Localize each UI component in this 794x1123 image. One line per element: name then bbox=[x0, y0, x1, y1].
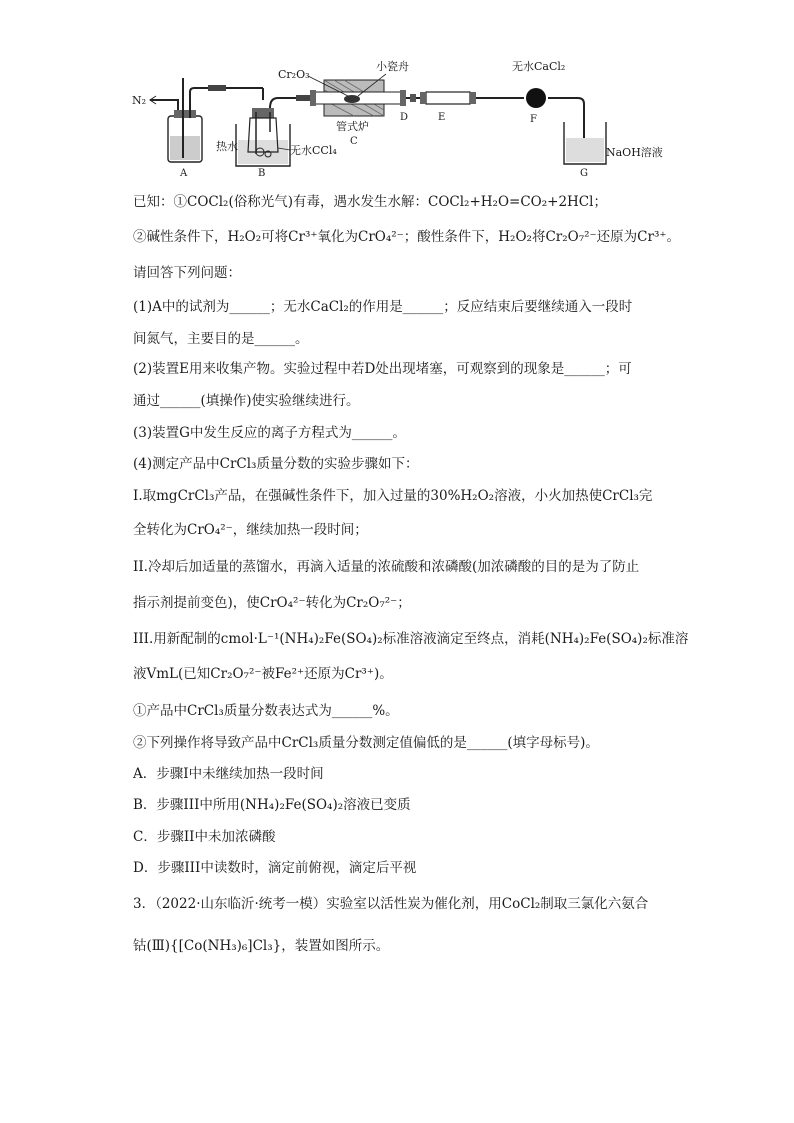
label-g: G bbox=[580, 168, 588, 179]
q3-heading-line2: 钴(Ⅲ){[Co(NH₃)₆]Cl₃}，装置如图所示。 bbox=[133, 938, 390, 954]
q3-heading-line1: 3．（2022·山东临沂·统考一模）实验室以活性炭为催化剂，用CoCl₂制取三氯化六氨合 bbox=[133, 896, 649, 912]
known-1: 已知：①COCl₂(俗称光气)有毒，遇水发生水解：COCl₂+H₂O=CO₂+2HCl； bbox=[133, 194, 607, 210]
step3-line2: 液VmL(已知Cr₂O₇²⁻被Fe²⁺还原为Cr³⁺)。 bbox=[133, 666, 393, 682]
cr2o3-label: Cr₂O₃ bbox=[278, 68, 310, 81]
apparatus-diagram bbox=[128, 52, 676, 180]
q2-line2: 通过______(填操作)使实验继续进行。 bbox=[133, 393, 360, 409]
known-2: ②碱性条件下，H₂O₂可将Cr³⁺氧化为CrO₄²⁻；酸性条件下，H₂O₂将Cr₂O₇²⁻还原为Cr³⁺。 bbox=[133, 229, 680, 245]
prompt: 请回答下列问题： bbox=[133, 265, 241, 281]
step2-line1: II.冷却后加适量的蒸馏水，再滴入适量的浓硫酸和浓磷酸(加浓磷酸的目的是为了防止 bbox=[133, 559, 640, 575]
option-d: D．步骤III中读数时，滴定前俯视，滴定后平视 bbox=[133, 860, 417, 876]
sub-q1: ①产品中CrCl₃质量分数表达式为______%。 bbox=[133, 703, 399, 719]
q2-line1: (2)装置E用来收集产物。实验过程中若D处出现堵塞，可观察到的现象是______；可 bbox=[133, 361, 632, 377]
q4-intro: (4)测定产品中CrCl₃质量分数的实验步骤如下： bbox=[133, 456, 419, 472]
label-a: A bbox=[180, 168, 188, 179]
step1-line2: 全转化为CrO₄²⁻，继续加热一段时间； bbox=[133, 522, 368, 538]
sub-q2: ②下列操作将导致产品中CrCl₃质量分数测定值偏低的是______(填字母标号)。 bbox=[133, 735, 599, 751]
step2-line2: 指示剂提前变色)，使CrO₄²⁻转化为Cr₂O₇²⁻； bbox=[133, 595, 411, 611]
option-a: A．步骤I中未继续加热一段时间 bbox=[133, 766, 324, 782]
naoh-label: NaOH溶液 bbox=[606, 146, 663, 159]
q3: (3)装置G中发生反应的离子方程式为______。 bbox=[133, 425, 406, 441]
label-f: F bbox=[530, 114, 537, 125]
q1-line1: (1)A中的试剂为______；无水CaCl₂的作用是______；反应结束后要继续通入一段时 bbox=[133, 299, 633, 315]
label-c: C bbox=[350, 136, 358, 147]
label-b: B bbox=[258, 168, 266, 179]
label-e: E bbox=[438, 112, 446, 123]
step1-line1: I.取mgCrCl₃产品，在强碱性条件下，加入过量的30%H₂O₂溶液，小火加热使CrCl₃完 bbox=[133, 488, 653, 504]
label-d: D bbox=[400, 112, 409, 123]
option-b: B．步骤III中所用(NH₄)₂Fe(SO₄)₂溶液已变质 bbox=[133, 797, 411, 813]
furnace-label: 管式炉 bbox=[336, 120, 369, 133]
hot-water-label: 热水 bbox=[216, 140, 238, 153]
cacl2-label: 无水CaCl₂ bbox=[512, 60, 566, 73]
boat-label: 小瓷舟 bbox=[376, 60, 409, 73]
n2-label: N₂ bbox=[132, 94, 147, 107]
step3-line1: III.用新配制的cmol·L⁻¹(NH₄)₂Fe(SO₄)₂标准溶液滴定至终点，消耗(NH₄)₂Fe(SO₄)₂标准溶 bbox=[133, 631, 689, 647]
ccl4-label: 无水CCl₄ bbox=[290, 144, 337, 157]
collector-e bbox=[426, 92, 470, 104]
q1-line2: 间氮气，主要目的是______。 bbox=[133, 331, 309, 347]
option-c: C．步骤II中未加浓磷酸 bbox=[133, 829, 276, 845]
